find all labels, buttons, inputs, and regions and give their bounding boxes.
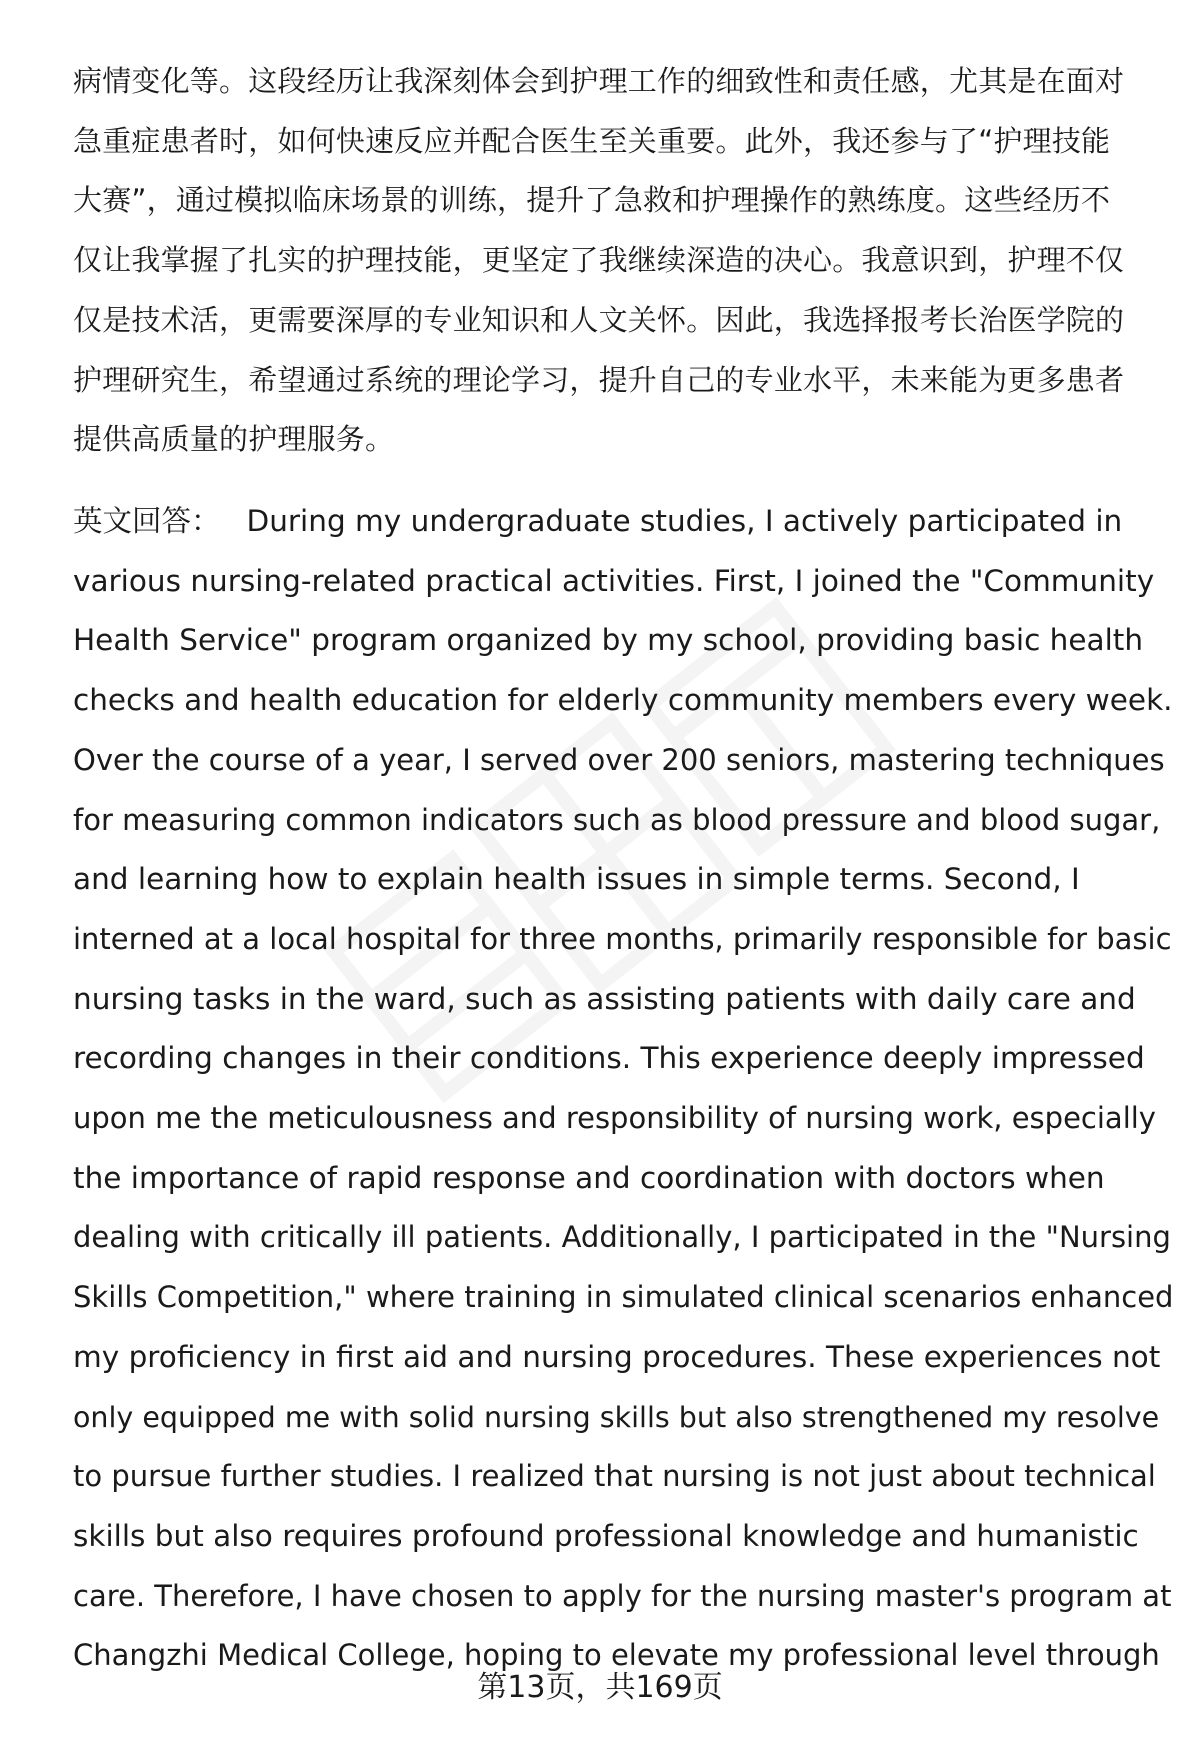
paragraph-line: interned at a local hospital for three months, primarily responsible for basic — [73, 921, 1172, 956]
paragraph-line: Health Service" program organized by my school, providing basic health — [73, 623, 1144, 658]
paragraph-line: and learning how to explain health issues in simple terms. Second, I — [73, 862, 1080, 897]
chinese-answer-paragraph — [73, 52, 1163, 470]
paragraph-line: Over the course of a year, I served over 200 seniors, mastering techniques — [73, 742, 1165, 777]
paragraph-line: various nursing-related practical activities. First, I joined the "Community — [73, 563, 1155, 598]
english-first-line — [73, 492, 1163, 552]
paragraph-line: 仅让我掌握了扎实的护理技能，更坚定了我继续深造的决心。我意识到，护理不仅 — [73, 243, 1125, 278]
paragraph-line: to pursue further studies. I realized that nursing is not just about technical — [73, 1459, 1156, 1494]
paragraph-line: skills but also requires profound professional knowledge and humanistic — [73, 1518, 1139, 1553]
english-answer-paragraph — [73, 492, 1174, 1686]
paragraph-line: 护理研究生，希望通过系统的理论学习，提升自己的专业水平，未来能为更多患者 — [73, 362, 1125, 397]
paragraph-line: only equipped me with solid nursing skills but also strengthened my resolve — [73, 1400, 1160, 1434]
paragraph-line: for measuring common indicators such as blood pressure and blood sugar, — [73, 802, 1161, 837]
paragraph-line: Changzhi Medical College, hoping to elevate my professional level through — [73, 1638, 1160, 1673]
paragraph-line: nursing tasks in the ward, such as assisting patients with daily care and — [73, 981, 1136, 1016]
paragraph-line: recording changes in their conditions. This experience deeply impressed — [73, 1041, 1145, 1076]
paragraph-line: Skills Competition," where training in simulated clinical scenarios enhanced — [73, 1280, 1174, 1315]
paragraph-line: 仅是技术活，更需要深厚的专业知识和人文关怀。因此，我选择报考长治医学院的 — [73, 302, 1125, 337]
paragraph-line: 大赛”，通过模拟临床场景的训练，提升了急救和护理操作的熟练度。这些经历不 — [73, 183, 1111, 218]
paragraph-line: 提供高质量的护理服务。 — [73, 422, 395, 457]
paragraph-line: 病情变化等。这段经历让我深刻体会到护理工作的细致性和责任感，尤其是在面对 — [73, 64, 1125, 98]
paragraph-line: upon me the meticulousness and responsibility of nursing work, especially — [73, 1101, 1156, 1136]
paragraph-line: my proficiency in first aid and nursing procedures. These experiences not — [73, 1339, 1161, 1374]
paragraph-line: the importance of rapid response and coordination with doctors when — [73, 1160, 1105, 1195]
paragraph-line: dealing with critically ill patients. Additionally, I participated in the "Nursing — [73, 1220, 1171, 1255]
english-answer-label: 英文回答： — [73, 504, 221, 538]
paragraph-line: care. Therefore, I have chosen to apply for the nursing master's program at — [73, 1578, 1172, 1613]
paragraph-line: 急重症患者时，如何快速反应并配合医生至关重要。此外，我还参与了“护理技能 — [73, 123, 1111, 158]
page-number-footer: 第13页，共169页 — [477, 1670, 723, 1705]
paragraph-line: checks and health education for elderly community members every week. — [73, 683, 1173, 718]
english-first-line-text: During my undergraduate studies, I actively participated in — [246, 504, 1123, 538]
